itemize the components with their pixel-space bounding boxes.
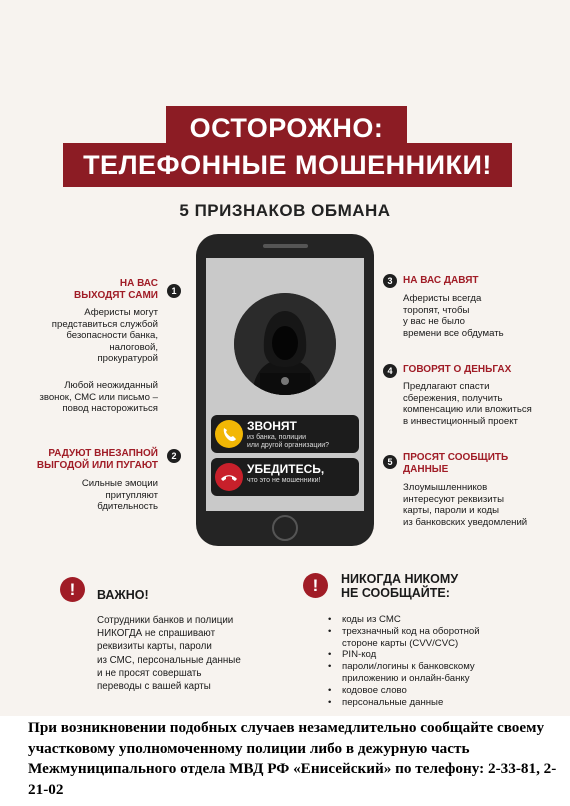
title-line-1: ОСТОРОЖНО: xyxy=(166,106,407,150)
sign-3-number: 3 xyxy=(383,274,397,288)
never-list xyxy=(328,614,480,708)
footer xyxy=(0,716,570,806)
list-item: • кодовое слово xyxy=(328,685,480,697)
list-item: • персональные данные xyxy=(328,697,480,709)
sign-1-text: Аферисты могут представиться службой безопасности банка, налоговой, прокуратурой xyxy=(51,307,158,364)
sign-2-text: Сильные эмоции притупляют бдительность xyxy=(81,478,158,512)
list-item: • PIN-код xyxy=(328,649,480,661)
decline-subtitle: что это не мошенники! xyxy=(247,477,321,484)
sign-5-text: Злоумышленников интересуют реквизиты карты, пароли и коды из банковских уведомлений xyxy=(403,482,528,528)
sign-1-title: НА ВАС ВЫХОДЯТ САМИ xyxy=(74,278,158,301)
sign-2-number: 2 xyxy=(167,449,181,463)
sign-4-number: 4 xyxy=(383,364,397,378)
decline-phone-icon xyxy=(215,463,243,491)
decline-call-card xyxy=(211,458,359,496)
incoming-call-card xyxy=(211,415,359,453)
list-item: • коды из СМС xyxy=(328,614,480,626)
hooded-figure-icon xyxy=(234,293,336,395)
warning-icon-2: ! xyxy=(303,573,328,598)
sign-5-title: ПРОСЯТ СООБЩИТЬ ДАННЫЕ xyxy=(403,452,509,475)
list-item: • трехзначный код на оборотной стороне карты (CVV/CVC) xyxy=(328,626,480,650)
sign-2-title: РАДУЮТ ВНЕЗАПНОЙ ВЫГОДОЙ ИЛИ ПУГАЮТ xyxy=(36,448,158,471)
sign-5-number: 5 xyxy=(383,455,397,469)
call-subtitle: из банка, полиции или другой организации? xyxy=(247,434,330,449)
list-item: • пароли/логины к банковскому приложению и онлайн-банку xyxy=(328,661,480,685)
sign-4-text: Предлагают спасти сбережения, получить компенсацию или вложиться в инвестиционный проект xyxy=(403,381,532,427)
never-title: НИКОГДА НИКОМУ НЕ СООБЩАЙТЕ: xyxy=(341,572,459,600)
subtitle: 5 ПРИЗНАКОВ ОБМАНА xyxy=(179,201,391,220)
decline-title: УБЕДИТЕСЬ, xyxy=(247,462,325,476)
title-line-2: ТЕЛЕФОННЫЕ МОШЕННИКИ! xyxy=(63,143,512,187)
phone-home-button xyxy=(272,515,298,541)
phone-speaker xyxy=(263,244,308,248)
important-title: ВАЖНО! xyxy=(97,588,149,602)
answer-phone-icon xyxy=(215,420,243,448)
important-text: Сотрудники банков и полиции НИКОГДА не спрашивают реквизиты карты, пароли из СМС, персональные данные и не просят совершать переводы с вашей карты xyxy=(97,615,241,693)
warning-icon: ! xyxy=(60,577,85,602)
sign-1-number: 1 xyxy=(167,284,181,298)
footer-text: При возникновении подобных случаев незамедлительно сообщайте своему участковому уполномоченному полиции либо в дежурную часть Межмуниципального отдела МВД РФ «Енисейский» по телефону: 2-33-81, 2-21-02 xyxy=(28,719,557,798)
sign-1-text-2: Любой неожиданный звонок, СМС или письмо – повод насторожиться xyxy=(39,380,158,414)
sign-3-text: Аферисты всегда торопят, чтобы у вас не было времени все обдумать xyxy=(403,293,504,339)
call-title: ЗВОНЯТ xyxy=(247,419,297,433)
sign-3-title: НА ВАС ДАВЯТ xyxy=(403,275,479,286)
sign-4-title: ГОВОРЯТ О ДЕНЬГАХ xyxy=(403,364,512,375)
